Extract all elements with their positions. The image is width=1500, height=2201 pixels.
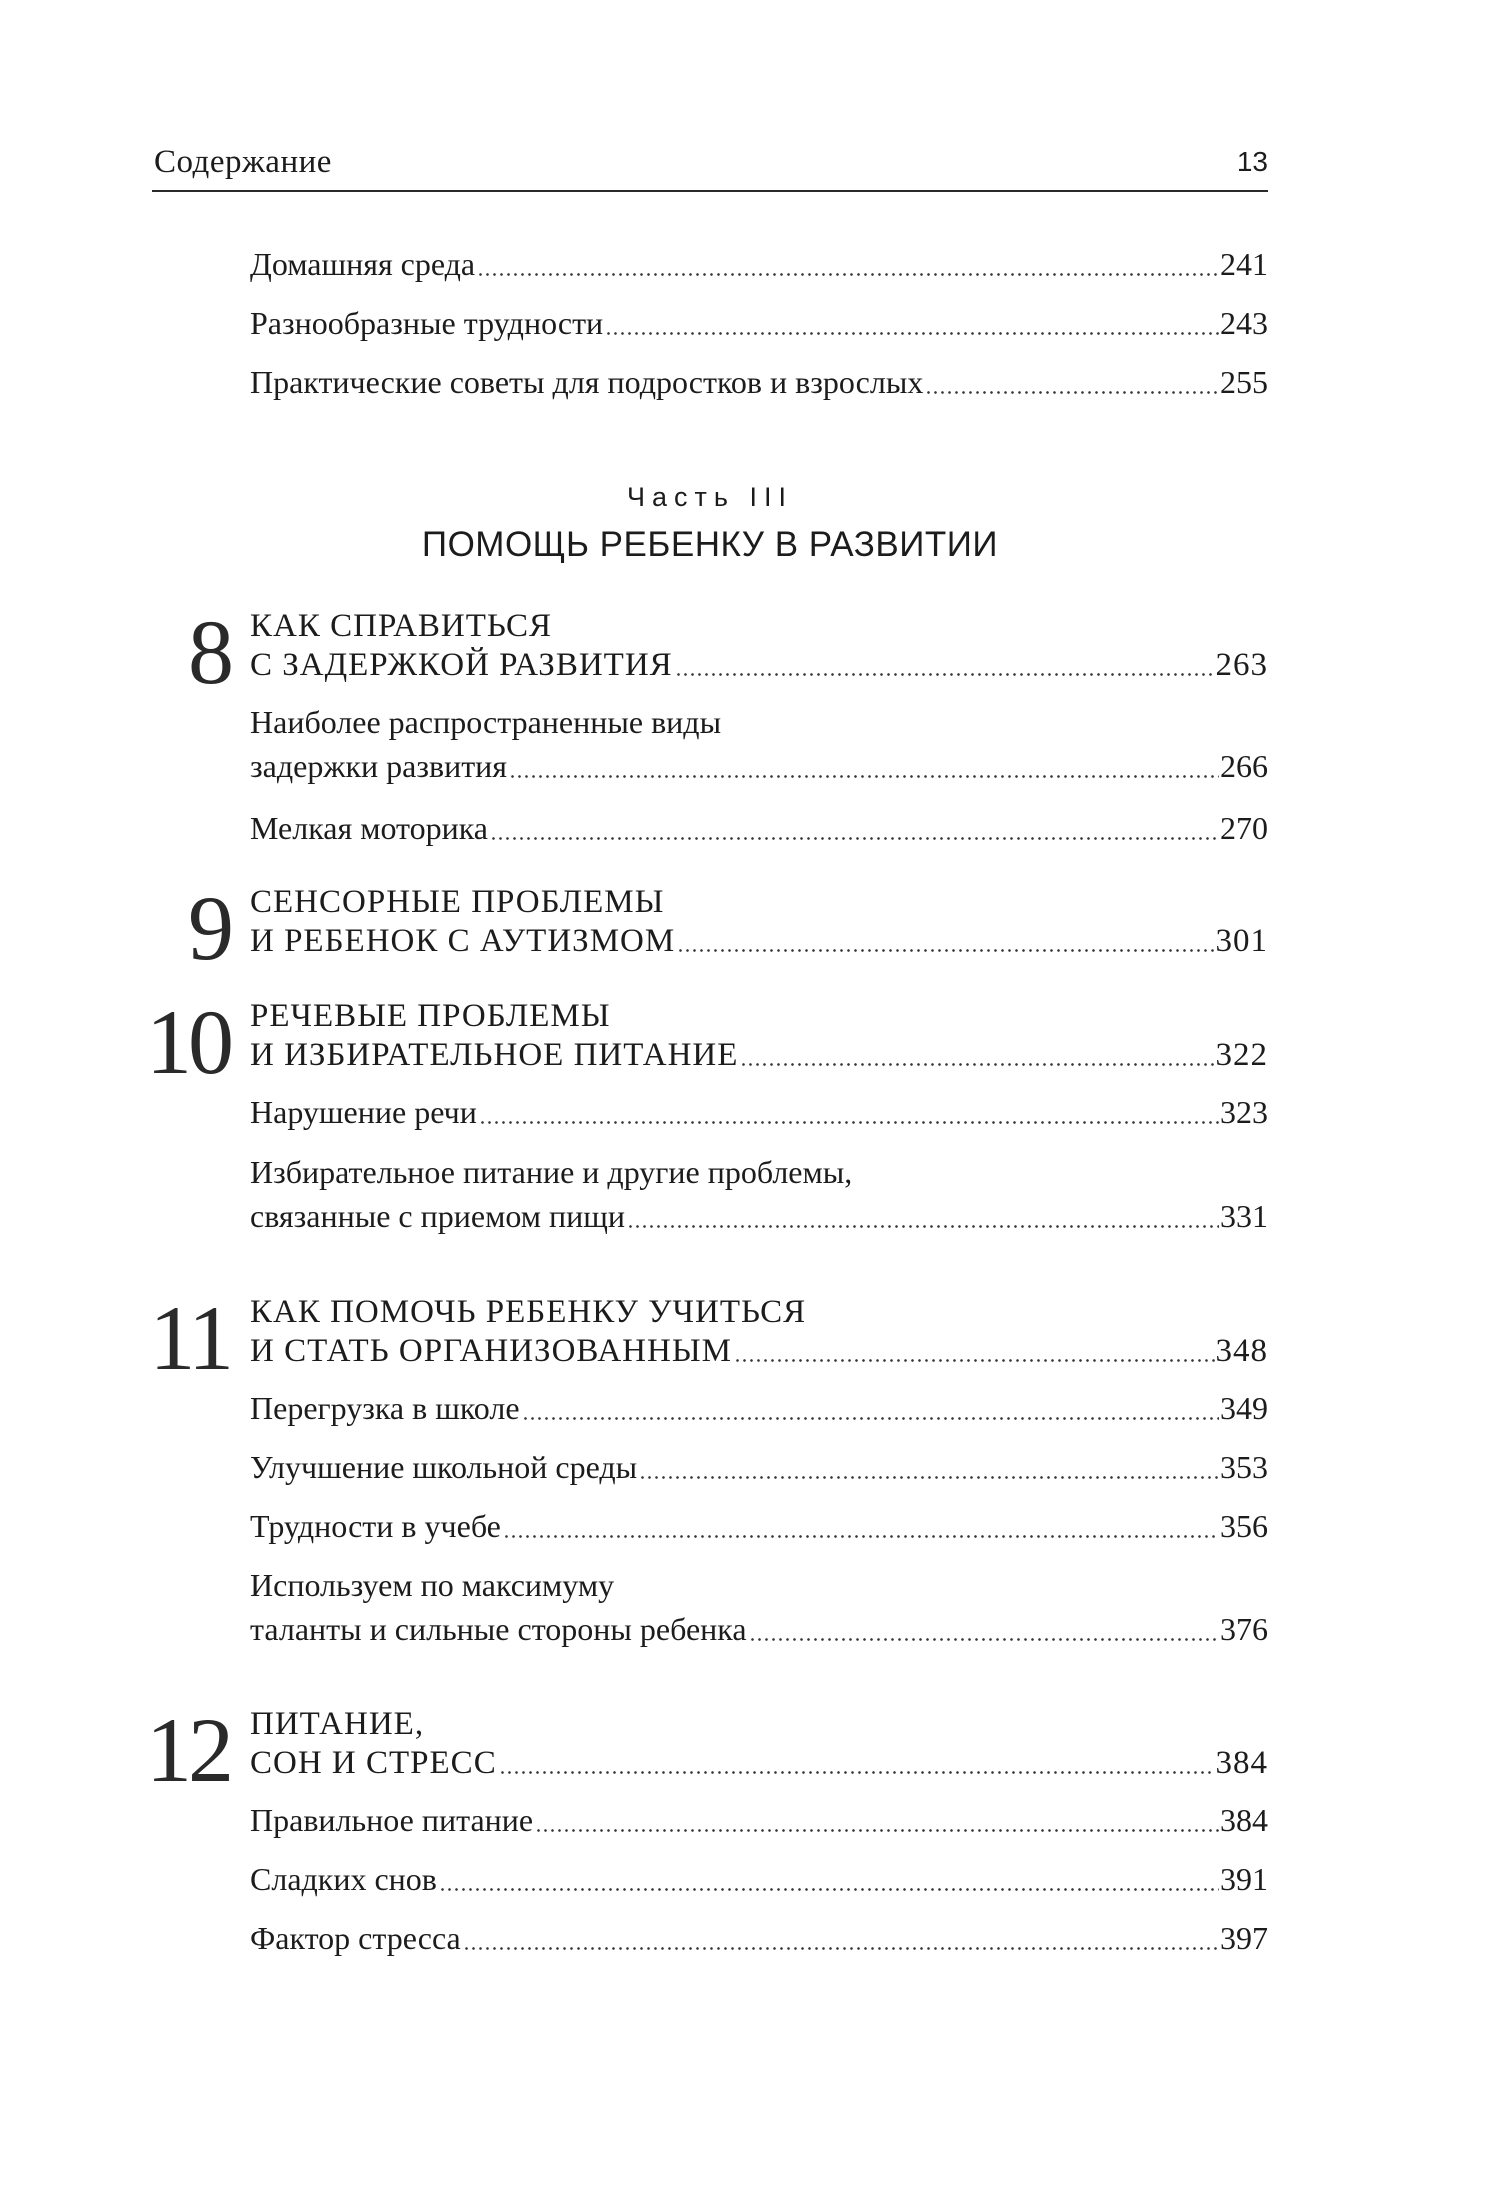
toc-entry-label-line1: Наиболее распространенные виды [250,704,722,740]
toc-entry-page: 384 [1220,1802,1268,1838]
part-label: Часть III [627,482,793,512]
chapter-heading[interactable] [250,998,1268,1074]
toc-entry-page: 356 [1220,1508,1268,1544]
toc-entry-label-line1: Используем по максимуму [250,1567,615,1603]
dot-leader [677,924,1214,954]
toc-entry[interactable] [250,1090,1268,1134]
chapter-title-line1: СЕНСОРНЫЕ ПРОБЛЕМЫ [250,884,665,920]
toc-entry-page: 243 [1220,305,1268,341]
page-number: 13 [1236,146,1268,177]
chapter-heading[interactable] [250,1294,1268,1370]
chapter-number: 8 [188,601,230,703]
toc-entry-label: Сладких снов [250,1861,437,1897]
chapter-page: 322 [1215,1036,1268,1073]
chapter-page: 384 [1215,1744,1268,1781]
toc-entry-page: 331 [1220,1198,1268,1234]
dot-leader [627,1201,1219,1230]
toc-entry-label: Практические советы для подростков и взрослых [250,364,924,400]
running-head-title: Содержание [154,144,332,180]
chapter-title-line1: РЕЧЕВЫЕ ПРОБЛЕМЫ [250,998,611,1034]
toc-entry-page: 270 [1220,810,1268,846]
toc-entry-label: Улучшение школьной среды [250,1449,638,1485]
chapter-page: 263 [1215,646,1268,683]
toc-entry-label: Нарушение речи [250,1094,477,1130]
toc-entry[interactable] [250,1916,1268,1960]
toc-entry-page: 323 [1220,1094,1268,1130]
toc-entry-page: 376 [1220,1611,1268,1647]
chapter-number: 10 [146,991,230,1093]
chapter-title-line1: КАК СПРАВИТЬСЯ [250,608,553,644]
toc-entry[interactable] [250,1386,1268,1430]
toc-entry-page: 349 [1220,1390,1268,1426]
toc-entry[interactable] [250,1857,1268,1901]
toc-entry[interactable] [250,1798,1268,1842]
toc-entry-label: таланты и сильные стороны ребенка [250,1611,747,1647]
dot-leader [740,1038,1214,1068]
toc-entry-page: 397 [1220,1920,1268,1956]
dot-leader [675,648,1215,678]
part-title: ПОМОЩЬ РЕБЕНКУ В РАЗВИТИИ [421,525,999,564]
toc-entry-label: Трудности в учебе [250,1508,501,1544]
dot-leader [522,1393,1219,1422]
toc-entry-label: Перегрузка в школе [250,1390,520,1426]
toc-entry-label: Правильное питание [250,1802,534,1838]
chapter-number: 9 [188,877,230,979]
chapter-title-line2: С ЗАДЕРЖКОЙ РАЗВИТИЯ [250,646,673,683]
toc-entry-page: 353 [1220,1449,1268,1485]
dot-leader [503,1511,1219,1540]
dot-leader [535,1805,1219,1834]
toc-entry-page: 241 [1220,246,1268,282]
dot-leader [605,308,1219,337]
toc-entry[interactable] [250,1150,1268,1238]
chapter-title-line1: КАК ПОМОЧЬ РЕБЕНКУ УЧИТЬСЯ [250,1294,807,1330]
chapter-number: 12 [146,1699,230,1801]
dot-leader [490,813,1219,842]
chapter-heading[interactable] [250,1706,1268,1782]
toc-entry-label: связанные с приемом пищи [250,1198,625,1234]
chapter-title-line1: ПИТАНИЕ, [250,1706,425,1742]
chapter-page: 301 [1215,922,1268,959]
toc-entry-page: 255 [1220,364,1268,400]
chapter-title-line2: И ИЗБИРАТЕЛЬНОЕ ПИТАНИЕ [250,1036,739,1073]
toc-entry-label: Фактор стресса [250,1920,461,1956]
toc-entry[interactable] [250,360,1268,404]
toc-entry[interactable] [250,1563,1268,1651]
chapter-title-line2: И РЕБЕНОК С АУТИЗМОМ [250,922,676,959]
toc-entry[interactable] [250,700,1268,788]
toc-entry-label: задержки развития [250,748,508,784]
toc-entry[interactable] [250,301,1268,345]
dot-leader [749,1614,1219,1643]
dot-leader [477,249,1219,278]
dot-leader [439,1864,1219,1893]
chapter-heading[interactable] [250,884,1268,960]
dot-leader [509,751,1219,780]
chapter-heading[interactable] [250,608,1268,684]
chapter-page: 348 [1215,1332,1268,1369]
toc-entry[interactable] [250,806,1268,850]
chapter-title-line2: СОН И СТРЕСС [250,1744,497,1781]
running-head [152,140,1268,192]
toc-entry[interactable] [250,1504,1268,1548]
toc-entry[interactable] [250,242,1268,286]
toc-entry-page: 391 [1220,1861,1268,1897]
toc-entry-page: 266 [1220,748,1268,784]
toc-entry-label: Домашняя среда [250,246,476,282]
chapter-number: 11 [149,1287,230,1389]
toc-entry[interactable] [250,1445,1268,1489]
chapter-title-line2: И СТАТЬ ОРГАНИЗОВАННЫМ [250,1332,732,1369]
dot-leader [639,1452,1219,1481]
dot-leader [463,1923,1219,1952]
toc-entry-label: Разнообразные трудности [250,305,604,341]
dot-leader [925,367,1219,396]
dot-leader [499,1746,1215,1776]
toc-entry-label: Мелкая моторика [250,810,488,846]
dot-leader [734,1334,1215,1364]
toc-entry-label-line1: Избирательное питание и другие проблемы, [250,1154,853,1190]
dot-leader [479,1097,1219,1126]
